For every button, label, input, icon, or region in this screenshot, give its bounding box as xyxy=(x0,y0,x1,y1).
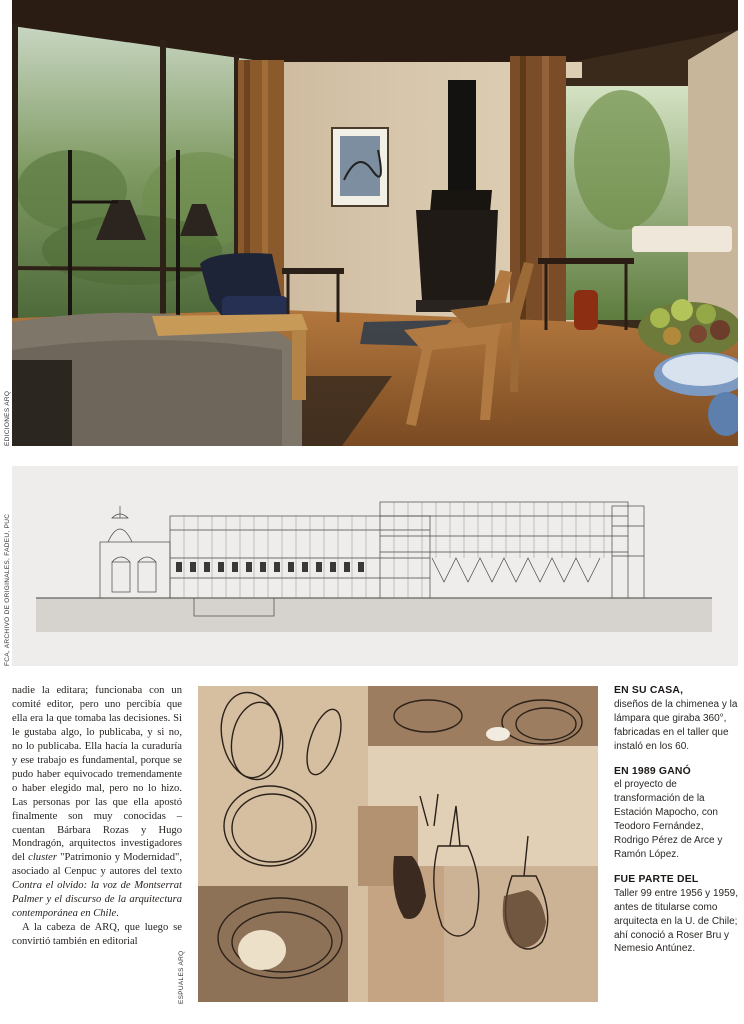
photo-living-room xyxy=(12,0,738,446)
caption-taller xyxy=(614,873,740,956)
caption-house-text: diseños de la chimenea y la lámpara que giraba 360°, fabricadas en el taller que instaló en los 60. xyxy=(614,698,738,752)
photo-station-elevation xyxy=(12,466,738,666)
caption-house-head: EN SU CASA, xyxy=(614,685,684,696)
caption-taller-head: FUE PARTE DEL xyxy=(614,873,699,885)
photo-credit-interior: EDICIONES ARQ xyxy=(4,390,11,446)
article-body xyxy=(12,684,182,1018)
photo-credit-etching: ESPUALES ARQ xyxy=(178,950,185,1004)
photo-captions xyxy=(614,684,740,1014)
photo-etching-still-life xyxy=(198,686,598,1002)
caption-taller-text: Taller 99 entre 1956 y 1959, antes de titularse como arquitecta en la U. de Chile; ahí conoció a Roser Bru y Nemesio Antúnez. xyxy=(614,887,738,955)
caption-house xyxy=(614,684,740,754)
article-paragraph-2: A la cabeza de ARQ, que luego se convirtió también en editorial xyxy=(12,922,182,948)
caption-mapocho xyxy=(614,765,740,862)
caption-mapocho-text: el proyecto de transformación de la Estación Mapocho, con Teodoro Fernández, Rodrigo Pérez de Arce y Ramón López. xyxy=(614,779,723,860)
article-paragraph-1: nadie la editara; funcionaba con un comité editor, pero uno percibía que ella era la que tomaba las decisiones. Si le gustaba algo, lo publicaba, y si no, no lo publicaba. Ella hacía la curaduría y ese trabajo es fundamental, porque se pudo haber equivocado tremendamente o haber elegido mal, pero no lo hizo. Las personas por las que ella apostó finalmente son muy conocidas –cuentan Bárbara Rozas y Hugo Mondragón, arquitectos investigadores del cluster "Patrimonio y Modernidad", asociado al Cenpuc y autores del texto Contra el olvido: la voz de Montserrat Palmer y el discurso de la arquitectura contemporánea en Chile. xyxy=(12,685,182,920)
photo-credit-elevation: FCA, ARCHIVO DE ORIGINALES, FADEU, PUC xyxy=(4,513,11,666)
caption-mapocho-head: EN 1989 GANÓ xyxy=(614,765,691,777)
